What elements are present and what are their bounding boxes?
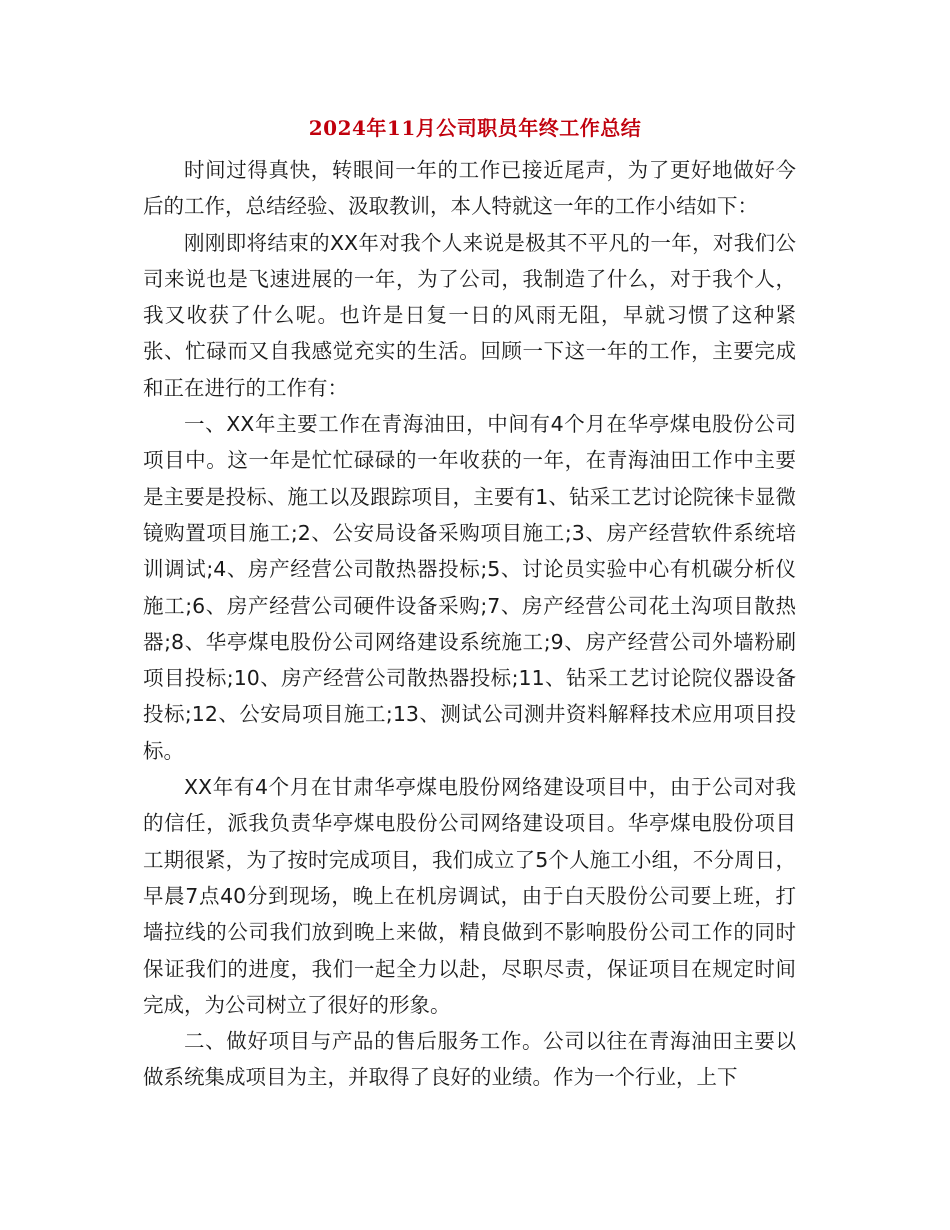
paragraph: 二、做好项目与产品的售后服务工作。公司以往在青海油田主要以做系统集成项目为主，并取得了良好的业绩。作为一个行业，上下	[143, 1029, 796, 1090]
document-body	[143, 152, 796, 1096]
paragraph: 时间过得真快，转眼间一年的工作已接近尾声，为了更好地做好今后的工作，总结经验、汲取教训，本人特就这一年的工作小结如下：	[143, 158, 796, 219]
document-title: 2024年11月公司职员年终工作总结	[308, 116, 642, 140]
paragraph: XX年有4个月在甘肃华亭煤电股份网络建设项目中，由于公司对我的信任，派我负责华亭煤电股份公司网络建设项目。华亭煤电股份项目工期很紧，为了按时完成项目，我们成立了5个人施工小组，不分周日，早晨7点40分到现场，晚上在机房调试，由于白天股份公司要上班，打墙拉线的公司我们放到晚上来做，精良做到不影响股份公司工作的同时保证我们的进度，我们一起全力以赴，尽职尽责，保证项目在规定时间完成，为公司树立了很好的形象。	[143, 775, 796, 1017]
paragraph: 一、XX年主要工作在青海油田，中间有4个月在华亭煤电股份公司项目中。这一年是忙忙碌碌的一年收获的一年，在青海油田工作中主要是主要是投标、施工以及跟踪项目，主要有1、钻采工艺讨论院徕卡显微镜购置项目施工;2、公安局设备采购项目施工;3、房产经营软件系统培训调试;4、房产经营公司散热器投标;5、讨论员实验中心有机碳分析仪施工;6、房产经营公司硬件设备采购;7、房产经营公司花土沟项目散热器;8、华亭煤电股份公司网络建设系统施工;9、房产经营公司外墙粉刷项目投标;10、房产经营公司散热器投标;11、钻采工艺讨论院仪器设备投标;12、公安局项目施工;13、测试公司测井资料解释技术应用项目投标。	[143, 412, 796, 763]
paragraph: 刚刚即将结束的XX年对我个人来说是极其不平凡的一年，对我们公司来说也是飞速进展的一年，为了公司，我制造了什么，对于我个人，我又收获了什么呢。也许是日复一日的风雨无阻，早就习惯了这种紧张、忙碌而又自我感觉充实的生活。回顾一下这一年的工作，主要完成和正在进行的工作有：	[143, 230, 796, 400]
